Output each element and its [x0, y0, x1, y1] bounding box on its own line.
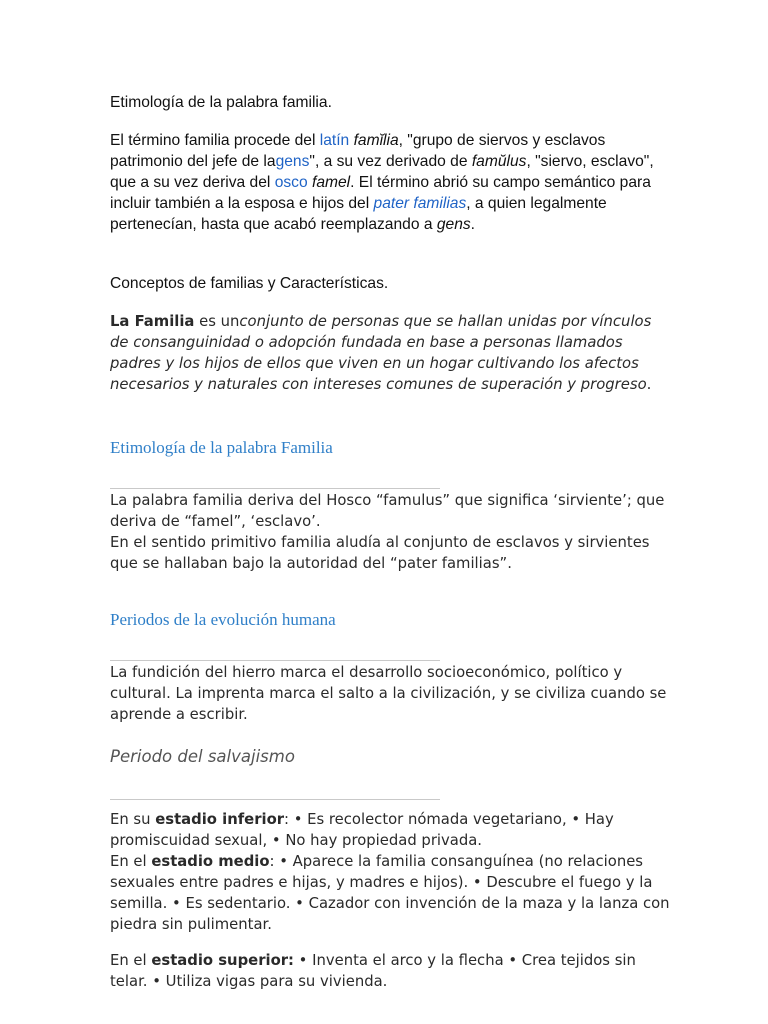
estadio-label: estadio inferior	[155, 811, 285, 828]
link-latin[interactable]: latín	[319, 132, 350, 149]
text-span: : • Es recolector nómada vegetariano, • Hay promiscuidad sexual, • No hay propiedad privada.	[110, 811, 614, 849]
definition-term: La Familia	[110, 313, 195, 330]
estadio-superior	[110, 950, 670, 992]
text-span: • Inventa el arco y la flecha • Crea tejidos sin telar. • Utiliza vigas para su vivienda.	[110, 952, 636, 990]
family-definition	[110, 311, 670, 395]
section-heading-etimologia: Etimología de la palabra Familia	[110, 438, 333, 457]
section-divider	[110, 660, 440, 661]
text-span: El término familia procede del	[110, 132, 320, 149]
periodos-text: La fundición del hierro marca el desarrollo socioeconómico, político y cultural. La imprenta marca el salto a la civilización, y se civiliza cuando se aprende a escribir.	[110, 664, 667, 723]
estadio-inferior	[110, 809, 670, 851]
text-span: , "grupo de siervos y esclavos patrimonio del jefe de la	[110, 132, 606, 170]
text-span: es un	[194, 313, 240, 330]
term-famulus: famŭlus	[471, 153, 527, 170]
estadio-medio	[110, 851, 670, 935]
etimologia-text-2: En el sentido primitivo familia aludía al conjunto de esclavos y sirvientes que se hallaban bajo la autoridad del “pater familias”.	[110, 534, 650, 572]
term-famel: famel	[312, 174, 351, 191]
text-span: . El término abrió su campo semántico para incluir también a la esposa e hijos del	[110, 174, 651, 212]
etymology-title: Etimología de la palabra familia.	[110, 94, 332, 111]
text-span: En el	[110, 853, 152, 870]
section-divider	[110, 799, 440, 800]
estadio-label: estadio superior:	[151, 952, 294, 969]
link-gens[interactable]: gens	[275, 153, 310, 170]
concepts-title: Conceptos de familias y Características.	[110, 275, 389, 292]
text-span: , "siervo, esclavo", que a su vez deriva del	[110, 153, 654, 191]
text-span: .	[470, 216, 476, 233]
text-span: .	[646, 376, 652, 393]
section-heading-periodos: Periodos de la evolución humana	[110, 610, 336, 629]
definition-text: conjunto de personas que se hallan unidas por vínculos de consanguinidad o adopción fundada en base a personas llamados padres y los hijos de ellos que viven en un hogar cultivando los afectos necesarios y naturales con intereses comunes de superación y progreso	[110, 313, 652, 393]
link-osco[interactable]: osco	[274, 174, 308, 191]
term-familia: famĭlia	[353, 132, 399, 149]
text-span: : • Aparece la familia consanguínea (no relaciones sexuales entre padres e hijas, y madres e hijos). • Descubre el fuego y la semilla. • Es sedentario. • Cazador con invención de la maza y la lanza con piedra sin pulimentar.	[110, 853, 670, 933]
estadio-label: estadio medio	[151, 853, 270, 870]
text-span: En el	[110, 952, 152, 969]
section-heading-salvajismo: Periodo del salvajismo	[110, 747, 295, 766]
text-span: En su	[110, 811, 156, 828]
section-divider	[110, 488, 440, 489]
text-span: ", a su vez derivado de	[309, 153, 472, 170]
etimologia-text: La palabra familia deriva del Hosco “famulus” que significa ‘sirviente’; que deriva de “famel”, ‘esclavo’.	[110, 492, 665, 530]
etymology-paragraph	[110, 130, 670, 235]
link-pater-familias[interactable]: pater familias	[373, 195, 467, 212]
term-gens: gens	[436, 216, 471, 233]
text-span: , a quien legalmente pertenecían, hasta que acabó reemplazando a	[110, 195, 607, 233]
